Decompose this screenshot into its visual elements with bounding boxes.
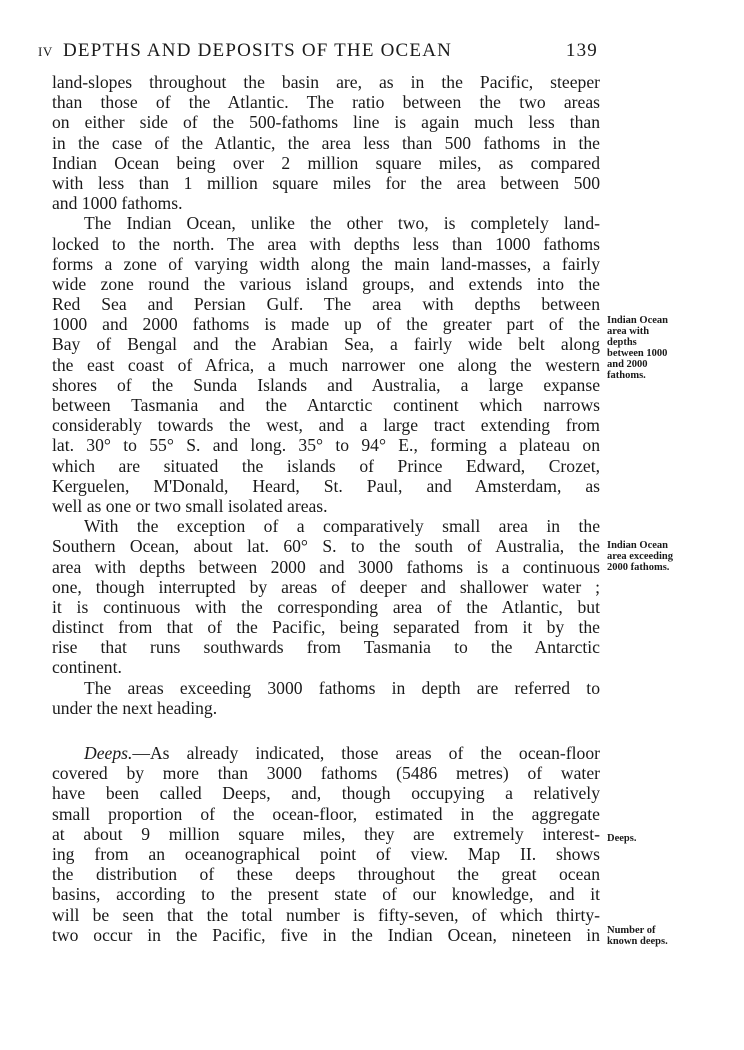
text-line: rise that runs southwards from Tasmania to the Antarctic bbox=[52, 637, 600, 658]
text-line: the east coast of Africa, a much narrower one along the western bbox=[52, 354, 600, 375]
paragraph-3 bbox=[52, 516, 600, 678]
text-line: small proportion of the ocean-floor, estimated in the aggregate bbox=[52, 803, 600, 824]
text-line: in the case of the Atlantic, the area less than 500 fathoms in the bbox=[52, 132, 600, 153]
text-line: with less than 1 million square miles for the area between 500 bbox=[52, 172, 600, 193]
text-line: covered by more than 3000 fathoms (5486 metres) of water bbox=[52, 763, 600, 784]
text-line: Bay of Bengal and the Arabian Sea, a fairly wide belt along bbox=[52, 334, 600, 355]
text-line: have been called Deeps, and, though occupying a relatively bbox=[52, 783, 600, 804]
text-line: Red Sea and Persian Gulf. The area with depths between bbox=[52, 294, 600, 315]
text-line: The Indian Ocean, unlike the other two, is completely land- bbox=[84, 213, 600, 234]
margin-note-line: depths bbox=[607, 337, 637, 348]
text-line: continent. bbox=[52, 657, 122, 678]
paragraph-4 bbox=[52, 678, 600, 718]
section-gap bbox=[52, 718, 600, 743]
text-line: it is continuous with the corresponding area of the Atlantic, but bbox=[52, 596, 600, 617]
text-line: at about 9 million square miles, they are extremely interest- bbox=[52, 823, 600, 844]
text-line: basins, according to the present state of our knowledge, and it bbox=[52, 884, 600, 905]
text-line: The areas exceeding 3000 fathoms in depth are referred to bbox=[84, 677, 600, 698]
text-line: 1000 and 2000 fathoms is made up of the greater part of the bbox=[52, 314, 600, 335]
text-line: land-slopes throughout the basin are, as in the Pacific, steeper bbox=[52, 72, 600, 92]
text-line: than those of the Atlantic. The ratio between the two areas bbox=[52, 92, 600, 113]
margin-note-number-of-deeps bbox=[607, 925, 668, 947]
margin-note-line: known deeps. bbox=[607, 936, 668, 947]
text-line: two occur in the Pacific, five in the Indian Ocean, nineteen in bbox=[52, 924, 600, 945]
margin-note-line: Indian Ocean bbox=[607, 540, 668, 551]
text-line: under the next heading. bbox=[52, 697, 218, 718]
text-line: Indian Ocean being over 2 million square miles, as compared bbox=[52, 152, 600, 173]
margin-note-line: between 1000 bbox=[607, 348, 668, 359]
running-title: DEPTHS AND DEPOSITS OF THE OCEAN bbox=[63, 40, 453, 61]
text-line: Southern Ocean, about lat. 60° S. to the south of Australia, the bbox=[52, 536, 600, 557]
text-line: wide zone round the various island groups, and extends into the bbox=[52, 273, 600, 294]
text-line: one, though interrupted by areas of deeper and shallower water ; bbox=[52, 576, 600, 597]
text-line: forms a zone of varying width along the main land-masses, a fairly bbox=[52, 253, 600, 274]
margin-note-line: Deeps. bbox=[607, 833, 637, 844]
section-heading-deeps: Deeps. bbox=[84, 743, 133, 763]
text-line: lat. 30° to 55° S. and long. 35° to 94° E., forming a plateau on bbox=[52, 435, 600, 456]
margin-note-line: fathoms. bbox=[607, 370, 646, 381]
text-line: well as one or two small isolated areas. bbox=[52, 495, 328, 516]
running-header bbox=[38, 40, 598, 70]
text-line: the distribution of these deeps throughout the great ocean bbox=[52, 864, 600, 885]
page-number: 139 bbox=[565, 40, 598, 61]
body-text bbox=[52, 72, 600, 945]
text-line: With the exception of a comparatively small area in the bbox=[84, 516, 600, 537]
text-line-content: —As already indicated, those areas of the ocean-floor bbox=[132, 743, 600, 763]
paragraph-1 bbox=[52, 72, 600, 213]
text-line: area with depths between 2000 and 3000 fathoms is a continuous bbox=[52, 556, 600, 577]
text-line bbox=[52, 743, 600, 763]
text-line: on either side of the 500-fathoms line is again much less than bbox=[52, 112, 600, 133]
text-line: ing from an oceanographical point of view. Map II. shows bbox=[52, 843, 600, 864]
margin-note-line: 2000 fathoms. bbox=[607, 562, 670, 573]
margin-note-line: Number of bbox=[607, 925, 656, 936]
margin-note-line: area with bbox=[607, 326, 650, 337]
text-line: distinct from that of the Pacific, being separated from it by the bbox=[52, 617, 600, 638]
margin-note-deeps bbox=[607, 833, 636, 844]
paragraph-deeps bbox=[52, 743, 600, 945]
text-line: and 1000 fathoms. bbox=[52, 193, 183, 214]
paragraph-2 bbox=[52, 213, 600, 516]
text-line: shores of the Sunda Islands and Australia, a large expanse bbox=[52, 374, 600, 395]
margin-note-line: area exceeding bbox=[607, 551, 673, 562]
text-line: between Tasmania and the Antarctic continent which narrows bbox=[52, 395, 600, 415]
text-line: considerably towards the west, and a large tract extending from bbox=[52, 415, 600, 436]
margin-note-line: Indian Ocean bbox=[607, 315, 668, 326]
text-line: will be seen that the total number is fifty-seven, of which thirty- bbox=[52, 904, 600, 925]
text-line: locked to the north. The area with depths less than 1000 fathoms bbox=[52, 233, 600, 254]
margin-note-indian-ocean-exceeding-2000 bbox=[607, 540, 673, 573]
text-line: which are situated the islands of Prince Edward, Crozet, bbox=[52, 455, 600, 476]
margin-note-indian-ocean-1000-2000 bbox=[607, 315, 668, 381]
text-line: Kerguelen, M'Donald, Heard, St. Paul, and Amsterdam, as bbox=[52, 475, 600, 496]
margin-note-line: and 2000 bbox=[607, 359, 648, 370]
chapter-number: IV bbox=[38, 44, 53, 59]
